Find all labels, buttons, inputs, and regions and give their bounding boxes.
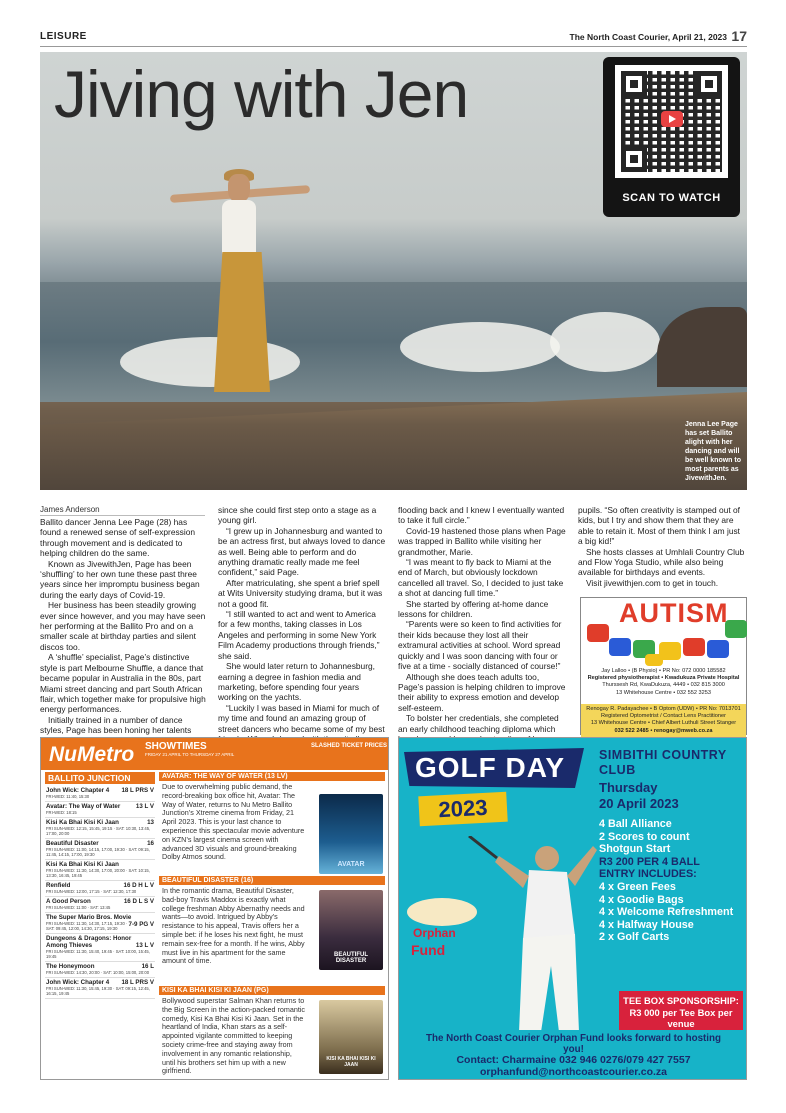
contact-line: Contact: Charmaine 032 946 0276/079 427 7557: [456, 1054, 691, 1066]
paragraph: since she could first step onto a stage as a young girl.: [218, 505, 377, 526]
info-line: Renogay R. Padayachee • B Optom (UDW) • PR No: 7013701: [586, 706, 741, 712]
film-listing: [45, 818, 155, 839]
film-listing: [45, 913, 155, 934]
film-times: FRI SUN-WED: 12:15, 15:45, 19:15 · SAT: 10:30, 13:45, 17:00, 20:00: [46, 826, 151, 836]
paragraph: Initially trained in a number of dance styles, Page has been honing her talents: [40, 714, 192, 736]
feature-beautiful-disaster: [159, 876, 385, 968]
info-line: Shotgun Start: [599, 843, 671, 856]
orphan-fund-logo-text: Fund: [411, 942, 446, 958]
qr-code[interactable]: [615, 65, 728, 178]
section-label: LEISURE: [40, 31, 87, 42]
tidal-pool-wall: [40, 392, 747, 490]
film-listing: [45, 860, 155, 881]
article-column-2: [218, 505, 386, 744]
info-line: R3 200 PER 4 BALL: [599, 855, 700, 868]
film-listing: [45, 802, 155, 818]
slashed-prices-badge: SLASHED TICKET PRICES: [311, 743, 388, 749]
film-times: FRI SUN-WED: 11:00 · SAT: 13:45: [46, 905, 111, 910]
paragraph: Visit jivewithjen.com to get in touch.: [586, 577, 719, 588]
surf: [400, 322, 560, 372]
info-line: 4 x Welcome Refreshment: [599, 906, 734, 919]
paragraph: To bolster her credentials, she completed an early childhood teaching diploma which: [398, 713, 559, 734]
paragraph: pupils. “So often creativity is stamped out of kids, but I try and show them that they are able to retain it. Most of them think I am just a big kid!”: [578, 505, 740, 547]
film-title: Renfield 16 D H L V: [46, 882, 154, 889]
film-times: FRI-WED: 11:40, 15:30: [46, 794, 90, 799]
film-rating: 13 L V: [135, 942, 154, 949]
feature-heading: BEAUTIFUL DISASTER (16): [159, 876, 385, 885]
qr-finder: [696, 71, 722, 97]
feature-heading: KISI KA BHAI KISI KI JAAN (PG): [159, 986, 385, 995]
film-listing: [45, 978, 155, 999]
qr-finder: [621, 146, 647, 172]
feature-body: In the romantic drama, Beautiful Disaster, bad-boy Travis Maddox is exactly what college freshman Abby Abernathy needs and wants—to avoid. Intrigued by Abby’s resistance to his appeal, Travis offers her a simple bet: if he loses his next fight, he must remain sex-free for a month. If he wins, Abby must live in his apartment for the same amount of time.: [162, 886, 305, 966]
numetro-logo: NuMetro: [49, 743, 135, 766]
movie-poster: KISI KA BHAI KISI KI JAAN: [319, 1000, 383, 1074]
logo-sun: [407, 898, 477, 926]
film-title: A Good Person 16 D L S V: [46, 898, 154, 905]
info-line: 2 x Golf Carts: [599, 931, 670, 944]
event-day: Thursday: [599, 780, 658, 795]
puzzle-piece-icon: [645, 654, 663, 666]
paragraph: After matriculating, she spent a brief spell at Wits University studying drama, but it was not a good fit.: [218, 577, 383, 609]
scan-to-watch-label: SCAN TO WATCH: [622, 192, 721, 204]
film-listing: [45, 934, 155, 962]
publication-line: The North Coast Courier, April 21, 2023: [569, 32, 727, 42]
puzzle-piece-icon: [707, 640, 729, 658]
paragraph: “I was meant to fly back to Miami at the end of March, but obviously lockdown cancelled all travel. So, I decided to just take a shot at dancing full time.”: [398, 557, 564, 599]
film-times: FRI SUN-WED: 11:30, 15:40, 19:45 · SAT: 10:00, 15:45, 19:45: [46, 949, 150, 959]
film-rating: 13 L V: [135, 803, 154, 810]
info-line: 032 522 2485 • renogay@mweb.co.za: [614, 727, 713, 734]
film-title: Beautiful Disaster 16: [46, 840, 154, 847]
numetro-header: [41, 738, 389, 770]
info-line: 4 x Goodie Bags: [599, 893, 684, 906]
paragraph: “I still wanted to act and went to America for a few months, taking classes in Los Angeles and performing in some New York Film Academy productions through friends,” she said.: [218, 609, 380, 661]
info-line: 13 Whitehouse Centre • 032 552 3253: [616, 689, 711, 696]
film-title: John Wick: Chapter 4 18 L PRS V: [46, 787, 154, 794]
cinema-location: BALLITO JUNCTION: [45, 772, 155, 784]
article-column-4: [578, 505, 746, 588]
dancer-torso: [222, 200, 256, 256]
paragraph: “Parents were so keen to find activities for their kids because they lost all their extramural activities at school. Word spread quickly and I was soon dancing with four or five at a time - socially distanced of course!”: [398, 619, 562, 672]
paragraph: Covid-19 hastened those plans when Page was trapped in Ballito while visiting her grandmother, Marie.: [398, 525, 566, 557]
tagline: The North Coast Courier Orphan Fund looks forward to hosting you!: [426, 1033, 721, 1055]
film-title: Kisi Ka Bhai Kisi Ki Jaan: [46, 861, 119, 868]
autism-contact-info: [581, 668, 746, 697]
feature-body: Due to overwhelming public demand, the record-breaking box office hit, Avatar: The Way of Water, returns to Nu Metro Ballito Junction’s Xtreme cinema from Friday, 21 April 2023. This is your last chance to experience this spectacular movie adventure on KZN’s largest cinema screen with advanced 3D visuals and ground-breaking Dolby Atmos sound.: [162, 782, 305, 862]
dancer-head: [228, 174, 250, 202]
film-listing: [45, 881, 155, 897]
autism-optometrist-info: [581, 704, 746, 737]
film-times: FRI SUN-WED: 11:30, 14:30, 17:00, 20:00 · SAT: 10:15, 13:30, 16:45, 19:45: [46, 868, 150, 878]
feature-heading: AVATAR: THE WAY OF WATER (13 LV): [159, 772, 385, 781]
film-rating: 16 D H L V: [123, 882, 154, 889]
movie-poster: AVATAR: [319, 794, 383, 874]
qr-code-panel[interactable]: [603, 57, 740, 217]
page-header: [40, 28, 747, 47]
orphan-fund-logo-text: Orphan: [413, 926, 456, 940]
paragraph: She started by offering at-home dance lessons for children.: [398, 598, 549, 620]
info-line: Jay Lalloo • (B Physio) • PR No: 072 0000 185582: [601, 668, 726, 674]
paragraph: Although she does teach adults too, Page’s passion is helping children to improve their ability to express emotion and develop self-esteem.: [398, 671, 566, 713]
contact-email[interactable]: orphanfund@northcoastcourier.co.za: [479, 1065, 667, 1078]
feature-body: Bollywood superstar Salman Khan returns to the Big Screen in the action-packed romantic comedy, Kisi Ka Bhai Kisi Ki Jaan. Set in the heartland of India, Khan stars as a self-appointed vigilante committed to keeping society crime-free and staying away from involvement in any romantic relationship, until his brothers set him up with a new girlfriend.: [162, 996, 306, 1076]
byline: James Anderson: [40, 505, 205, 516]
film-listing: [45, 786, 155, 802]
film-times: FRI SUN-WED: 11:30, 15:45, 19:30 · SAT: 09:15, 12:45, 16:15, 19:45: [46, 986, 150, 996]
info-line: 4 Ball Alliance: [599, 818, 672, 830]
film-title: Kisi Ka Bhai Kisi Ki Jaan 13: [46, 819, 154, 826]
golfer-illustration: [459, 836, 599, 1036]
golf-day-title: GOLF DAY: [415, 752, 566, 783]
article-column-1: [40, 517, 208, 736]
hero-photo: [40, 52, 747, 490]
info-line: 13 Whitehouse Centre • Chief Albert Luthuli Street Stanger: [590, 720, 737, 727]
paragraph: A ‘shuffle’ specialist, Page’s distinctive style is part Melbourne Shuffle, a dance that became popular in Australia in the 80s, part Miami street dancing and part South African flair, which together make for propulsive high energy performances.: [40, 652, 206, 715]
film-rating: 16: [147, 840, 154, 847]
golf-details: [599, 748, 745, 944]
feature-avatar: [159, 772, 385, 868]
qr-finder: [621, 71, 647, 97]
paragraph: “Luckily I was based in Miami for much of my time and found an amazing group of street dancers who became some of my best: [218, 702, 385, 734]
film-rating: 7-9 PG V: [128, 921, 154, 928]
film-rating: 18 L PRS V: [121, 979, 154, 986]
info-line: 4 x Halfway House: [599, 918, 694, 931]
paragraph: She hosts classes at Umhlali Country Club and Flow Yoga Studio, while also being available for birthdays and events.: [578, 546, 745, 578]
film-title: Dungeons & Dragons: Honor Among Thieves 13 L V: [46, 935, 154, 949]
paragraph: flooding back and I knew I eventually wanted to take it full circle.”: [398, 505, 565, 526]
surf: [120, 337, 300, 387]
page-number: 17: [731, 28, 747, 44]
youtube-play-icon: [661, 111, 683, 127]
feature-kisi-ka-bhai: [159, 986, 385, 1078]
info-line: Thurssesh Rd, KwaDukuza, 4449 • 032 815 3000: [602, 682, 725, 689]
dancer-trousers: [214, 252, 270, 392]
film-title: The Honeymoon 16 L: [46, 963, 154, 970]
info-line: 2 Scores to count: [599, 830, 690, 843]
article-column-3: [398, 505, 566, 744]
venue-name: SIMBITHI COUNTRY CLUB: [599, 748, 727, 777]
movie-poster: BEAUTIFUL DISASTER: [319, 890, 383, 970]
tee-box-sponsorship: TEE BOX SPONSORSHIP: R3 000 per Tee Box per venue: [619, 991, 743, 1034]
info-line: ENTRY INCLUDES:: [599, 868, 697, 881]
film-times: FRI SUN-WED: 11:00, 14:15, 17:00, 19:30 · SAT: 09:15, 11:45, 14:15, 17:00, 19:30: [46, 847, 150, 857]
film-listing: [45, 839, 155, 860]
golf-footer: [399, 1030, 747, 1080]
golf-day-advert: [398, 737, 747, 1080]
golf-day-year: 2023: [418, 792, 507, 827]
film-times: FRI SUN-WED: 14:30, 20:00 · SAT: 10:00, 15:00, 20:00: [46, 970, 150, 975]
film-rating: 18 L PRS V: [121, 787, 154, 794]
showtimes-dates: FRIDAY 21 APRIL TO THURSDAY 27 APRIL: [145, 752, 235, 757]
film-rating: 16 L: [141, 963, 154, 970]
event-date: 20 April 2023: [599, 796, 679, 811]
photo-caption: Jenna Lee Page has set Ballito alight with her dancing and will be well known to most parents as JivewithJen.: [685, 421, 742, 482]
autism-title: AUTISM: [619, 598, 729, 628]
info-line: Registered Optometrist / Contact Lens Practitioner: [601, 713, 726, 720]
puzzle-piece-icon: [587, 624, 609, 642]
numetro-advert: [40, 737, 389, 1080]
paragraph: Her business has been steadily growing ever since however, and you may have seen her performing at the Ballito Pro and on a smaller scale at birthday parties and silent discos too.: [40, 600, 206, 652]
film-listing: [45, 962, 155, 978]
film-listing: [45, 897, 155, 913]
film-times: FRI-WED: 18:15: [46, 810, 77, 815]
film-rating: 13: [147, 819, 154, 826]
film-times: FRI SUN-WED: 11:30, 14:30, 17:15, 19:30 · SAT: 09:45, 12:00, 14:30, 17:15, 19:30: [46, 921, 128, 931]
film-title: John Wick: Chapter 4 18 L PRS V: [46, 979, 154, 986]
surf: [550, 312, 660, 372]
paragraph: Known as JivewithJen, Page has been ‘shuffling’ to her own tune these past three years since her impromptu business began during the early days of Covid-19.: [40, 558, 200, 600]
paragraph: She would later return to Johannesburg, earning a degree in fashion media and marketing, before spending four years working on the yachts.: [218, 661, 375, 703]
puzzle-piece-icon: [609, 638, 631, 656]
showtimes-list: [45, 772, 155, 999]
film-times: FRI SUN-WED: 12:00, 17:15 · SAT: 12:30, 17:30: [46, 889, 137, 894]
event-info: [599, 818, 745, 944]
film-title: The Super Mario Bros. Movie 7-9 PG V: [46, 914, 154, 928]
info-line: 4 x Green Fees: [599, 880, 676, 893]
info-line: Registered physiotherapist • Kwadukuza Private Hospital: [587, 675, 740, 682]
orphan-fund-logo: [407, 898, 477, 978]
film-title: Avatar: The Way of Water 13 L V: [46, 803, 154, 810]
showtimes-heading: SHOWTIMES: [145, 741, 207, 752]
film-rating: 16 D L S V: [123, 898, 154, 905]
paragraph: Ballito dancer Jenna Lee Page (28) has found a renewed sense of self-expression through movement and is dedicated to helping children do the same.: [40, 517, 196, 559]
article-title: Jiving with Jen: [54, 57, 469, 131]
puzzle-piece-icon: [683, 638, 705, 656]
autism-advert: [580, 597, 747, 735]
qr-pattern: [621, 71, 722, 172]
paragraph: “I grew up in Johannesburg and wanted to be an actress first, but always loved to dance as well. Being able to perform and do anything dramatic really made me feel confident,” said Page.: [218, 525, 386, 578]
